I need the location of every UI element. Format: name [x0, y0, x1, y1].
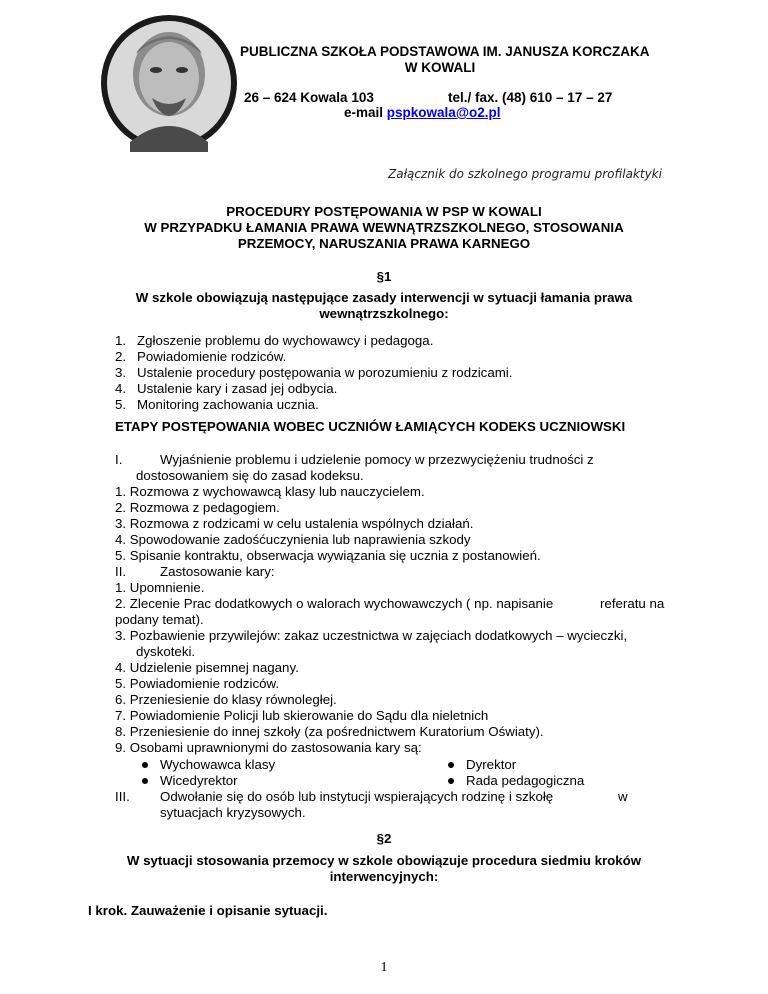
- list-item: 5. Powiadomienie rodziców.: [115, 676, 280, 691]
- person-item: Wychowawca klasy: [142, 757, 275, 773]
- list-item: 9. Osobami uprawnionymi do zastosowania kary są:: [115, 740, 422, 755]
- list-item: 1. Upomnienie.: [115, 580, 205, 595]
- section1-heading-line2: wewnątrzszkolnego:: [319, 306, 449, 321]
- stage-I-text-2: dostosowaniem się do zasad kodeksu.: [136, 468, 364, 483]
- list-item-cont: podany temat).: [115, 612, 204, 627]
- stage-I-text-1: Wyjaśnienie problemu i udzielenie pomocy w przezwyciężeniu trudności z: [160, 452, 594, 467]
- school-name-line1: PUBLICZNA SZKOŁA PODSTAWOWA IM. JANUSZA KORCZAKA: [240, 44, 650, 59]
- section1-mark: §1: [376, 269, 392, 284]
- section2-heading-line1: W sytuacji stosowania przemocy w szkole obowiązuje procedura siedmiu kroków: [126, 853, 642, 868]
- title-line3: PRZEMOCY, NARUSZANIA PRAWA KARNEGO: [237, 236, 531, 251]
- list-item: 3.: [115, 365, 127, 380]
- list-item: 4. Udzielenie pisemnej nagany.: [115, 660, 299, 675]
- school-phone: tel./ fax. (48) 610 – 17 – 27: [448, 90, 613, 105]
- section2-mark: §2: [376, 831, 392, 846]
- list-item: 1. Rozmowa z wychowawcą klasy lub nauczycielem.: [115, 484, 425, 499]
- stage-III-text-2: sytuacjach kryzysowych.: [160, 805, 306, 820]
- list-item-text: Monitoring zachowania ucznia.: [137, 397, 319, 412]
- school-address: 26 – 624 Kowala 103: [244, 90, 374, 105]
- attachment-note: Załącznik do szkolnego programu profilaktyki: [388, 167, 662, 181]
- title-line2: W PRZYPADKU ŁAMANIA PRAWA WEWNĄTRZSZKOLNEGO, STOSOWANIA: [144, 220, 624, 235]
- stage-I-num: I.: [115, 452, 123, 467]
- bullet-icon: [448, 778, 454, 784]
- list-item: 5. Spisanie kontraktu, obserwacja wywiązania się ucznia z postanowień.: [115, 548, 541, 563]
- list-item: 3. Rozmowa z rodzicami w celu ustalenia wspólnych działań.: [115, 516, 474, 531]
- person-item: Wicedyrektor: [142, 773, 238, 789]
- list-item-cont: referatu na: [600, 596, 665, 611]
- list-item-text: Ustalenie procedury postępowania w porozumieniu z rodzicami.: [137, 365, 513, 380]
- list-item-text: Powiadomienie rodziców.: [137, 349, 287, 364]
- bullet-icon: [448, 762, 454, 768]
- section1-heading-line1: W szkole obowiązują następujące zasady interwencji w sytuacji łamania prawa: [135, 290, 633, 305]
- list-item-text: Zgłoszenie problemu do wychowawcy i pedagoga.: [137, 333, 434, 348]
- bullet-icon: [142, 778, 148, 784]
- page-number: 1: [380, 960, 388, 975]
- stage-III-text-w: w: [618, 789, 628, 804]
- list-item: 1.: [115, 333, 127, 348]
- stage-III-num: III.: [115, 789, 130, 804]
- list-item: 6. Przeniesienie do klasy równoległej.: [115, 692, 337, 707]
- section2-step1: I krok. Zauważenie i opisanie sytuacji.: [88, 903, 328, 918]
- list-item: 2. Zlecenie Prac dodatkowych o walorach wychowawczych ( np. napisanie: [115, 596, 554, 611]
- school-name-line2: W KOWALI: [404, 60, 476, 75]
- list-item-text: Ustalenie kary i zasad jej odbycia.: [137, 381, 338, 396]
- list-item-cont: dyskoteki.: [136, 644, 196, 659]
- section2-heading-line2: interwencyjnych:: [329, 869, 439, 884]
- person-item: Rada pedagogiczna: [448, 773, 584, 789]
- person-item: Dyrektor: [448, 757, 516, 773]
- title-line1: PROCEDURY POSTĘPOWANIA W PSP W KOWALI: [226, 204, 542, 219]
- email-row: [344, 105, 501, 121]
- list-item: 7. Powiadomienie Policji lub skierowanie do Sądu dla nieletnich: [115, 708, 489, 723]
- email-link[interactable]: pspkowala@o2.pl: [386, 105, 501, 120]
- list-item: 2. Rozmowa z pedagogiem.: [115, 500, 280, 515]
- school-seal-portrait: [100, 14, 238, 152]
- list-item: 8. Przeniesienie do innej szkoły (za pośrednictwem Kuratorium Oświaty).: [115, 724, 544, 739]
- list-item: 2.: [115, 349, 127, 364]
- list-item: 4.: [115, 381, 127, 396]
- stages-heading: ETAPY POSTĘPOWANIA WOBEC UCZNIÓW ŁAMIĄCYCH KODEKS UCZNIOWSKI: [115, 419, 626, 434]
- list-item: 3. Pozbawienie przywilejów: zakaz uczestnictwa w zajęciach dodatkowych – wycieczki,: [115, 628, 628, 643]
- list-item: 5.: [115, 397, 127, 412]
- bullet-icon: [142, 762, 148, 768]
- stage-II-num: II.: [115, 564, 127, 579]
- stage-II-text: Zastosowanie kary:: [160, 564, 275, 579]
- list-item: 4. Spowodowanie zadośćuczynienia lub naprawienia szkody: [115, 532, 471, 547]
- email-label: e-mail: [344, 105, 384, 120]
- stage-III-text-1: Odwołanie się do osób lub instytucji wspierających rodzinę i szkołę: [160, 789, 554, 804]
